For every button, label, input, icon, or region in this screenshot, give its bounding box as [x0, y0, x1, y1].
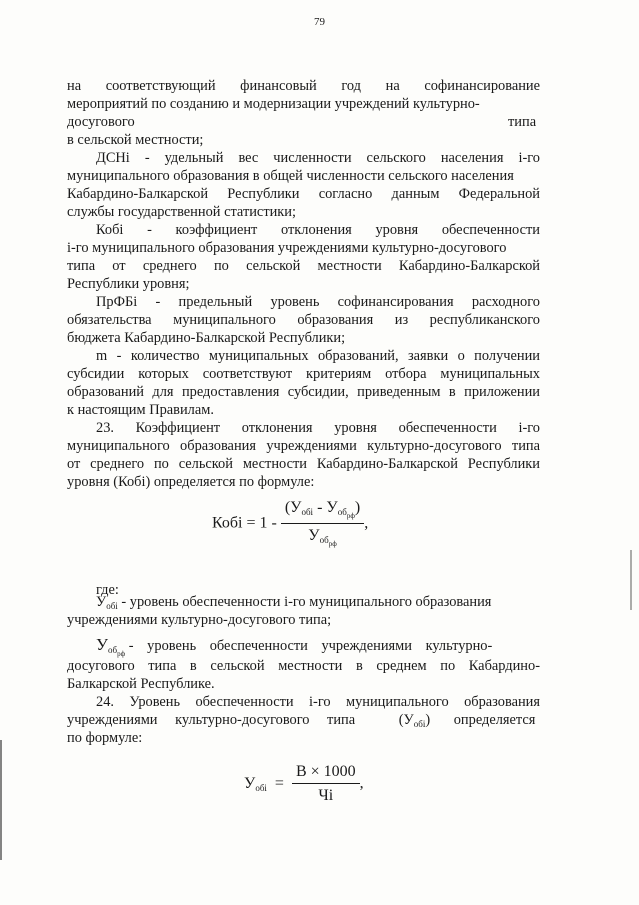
- formula2-eq: =: [274, 774, 284, 792]
- scan-edge-mark: [630, 550, 632, 610]
- text-line: m - количество муниципальных образований, заявки о получении: [96, 348, 540, 364]
- text-line: Кабардино-Балкарской Республики согласно данным Федеральной: [67, 186, 540, 202]
- text-line: бюджета Кабардино-Балкарской Республики;: [67, 330, 346, 346]
- text-line: $У_{об_{рф}}$ - уровень обеспеченности учреждениями культурно-: [96, 635, 493, 658]
- text-line: к настоящим Правилам.: [67, 402, 214, 418]
- formula-kobi: [212, 500, 368, 548]
- formula-denominator: $У_{об_{рф}}$: [308, 527, 337, 548]
- text-line: 24. Уровень обеспеченности i-го муниципального образования: [96, 694, 540, 710]
- text-line: $У_{обi}$ - уровень обеспеченности i-го муниципального образования: [96, 594, 492, 611]
- formula-fraction: [281, 500, 364, 548]
- scan-edge-mark: [0, 740, 2, 860]
- page-number: 79: [314, 16, 325, 28]
- text-line: типа от среднего по сельской местности Кабардино-Балкарской: [67, 258, 540, 274]
- text-line: Республики уровня;: [67, 276, 190, 292]
- text-line: ПрФБi - предельный уровень софинансирования расходного: [96, 294, 540, 310]
- text-line: на соответствующий финансовый год на софинансирование: [67, 78, 540, 94]
- text-line: в сельской местности;: [67, 132, 204, 148]
- text-line: уровня (Кобi) определяется по формуле:: [67, 474, 315, 490]
- text-line: образований для предоставления субсидии, приведенным в приложении: [67, 384, 540, 400]
- text-line: службы государственной статистики;: [67, 204, 296, 220]
- text-line: где:: [96, 582, 119, 598]
- text-line: ДСНi - удельный вес численности сельского населения i-го: [96, 150, 540, 166]
- formula2-tail: ,: [359, 774, 364, 792]
- text-line: мероприятий по созданию и модернизации учреждений культурно-: [67, 96, 480, 112]
- text-line: Кобi - коэффициент отклонения уровня обеспеченности: [96, 222, 540, 238]
- formula-u-obi: [244, 764, 364, 804]
- text-line: обязательства муниципального образования из республиканского: [67, 312, 540, 328]
- formula-numerator: $(У_{обi} - У_{об_{рф}})$: [284, 499, 361, 520]
- formula2-denominator: Чi: [318, 787, 334, 804]
- formula-lhs: Кобi = 1 -: [212, 514, 277, 532]
- text-line: Балкарской Республике.: [67, 676, 215, 692]
- text-line: муниципального образования учреждениями культурно-досугового типа: [67, 438, 540, 454]
- formula-tail: ,: [364, 514, 369, 532]
- text-line: муниципального образования в общей численности сельского населения: [67, 168, 514, 184]
- symbol-u-obrf: $У_{об_{рф}}$: [96, 635, 126, 658]
- formula2-fraction: [292, 764, 360, 804]
- formula2-lhs: $У_{обi}$: [244, 774, 267, 793]
- text-line: типа: [508, 114, 537, 130]
- text-line: учреждениями культурно-досугового типа $(У_{обi})$ определяется: [67, 712, 536, 729]
- text-line: i-го муниципального образования учреждениями культурно-досугового: [67, 240, 507, 256]
- text-line: 23. Коэффициент отклонения уровня обеспеченности i-го: [96, 420, 540, 436]
- text-line: досугового типа в сельской местности в среднем по Кабардино-: [67, 658, 540, 674]
- symbol-u-obi-paren: $(У_{обi})$: [398, 712, 431, 729]
- text-line: учреждениями культурно-досугового типа;: [67, 612, 332, 628]
- text-line: по формуле:: [67, 730, 143, 746]
- symbol-u-obi: $У_{обi}$: [96, 594, 118, 611]
- formula2-numerator: В × 1000: [295, 763, 356, 780]
- text-line: от среднего по сельской местности Кабардино-Балкарской Республики: [67, 456, 540, 472]
- text-line: субсидии которых соответствуют критериям отбора муниципальных: [67, 366, 540, 382]
- text-line: досугового: [67, 114, 135, 130]
